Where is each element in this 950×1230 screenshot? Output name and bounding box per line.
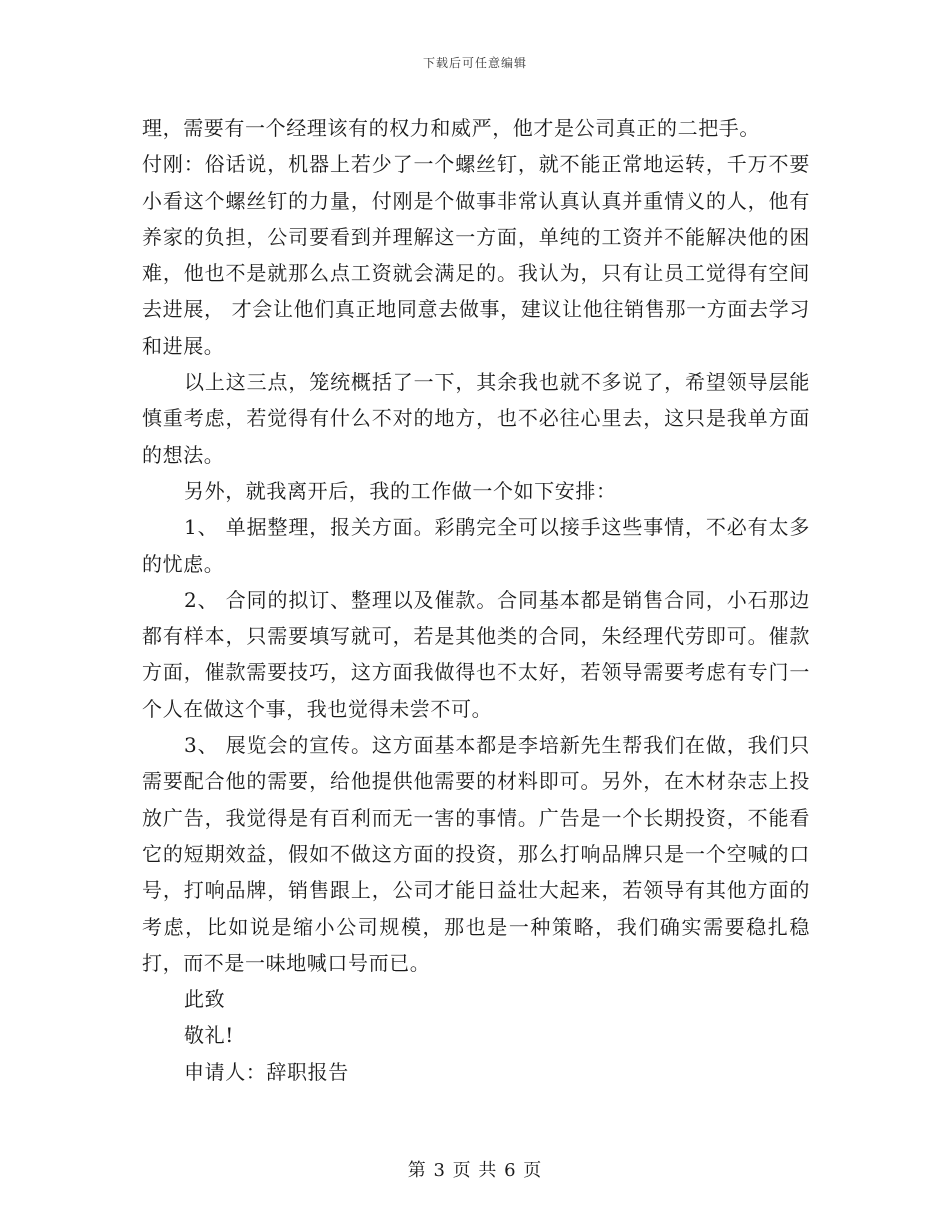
page-number: 第 3 页 共 6 页 (407, 1160, 543, 1181)
list-item-paragraph: 3、 展览会的宣传。这方面基本都是李培新先生帮我们在做，我们只需要配合他的需要，给他提供他需要的材料即可。另外，在木材杂志上投放广告，我觉得是有百利而无一害的事情。广告是一个长期投资，不能看它的短期效益，假如不做这方面的投资，那么打响品牌只是一个空喊的口号，打响品牌，销售跟上，公司才能日益壮大起来，若领导有其他方面的考虑，比如说是缩小公司规模，那也是一种策略，我们确实需要稳扎稳打，而不是一味地喊口号而已。 (142, 733, 810, 975)
paragraph: 理，需要有一个经理该有的权力和威严，他才是公司真正的二把手。 (142, 116, 760, 140)
paragraph: 以上这三点，笼统概括了一下，其余我也就不多说了，希望领导层能慎重考虑，若觉得有什么不对的地方，也不必往心里去，这只是我单方面的想法。 (142, 370, 810, 467)
applicant-line: 申请人：辞职报告 (184, 1059, 349, 1084)
list-item-paragraph: 2、 合同的拟订、整理以及催款。合同基本都是销售合同，小石那边都有样本，只需要填写就可，若是其他类的合同，朱经理代劳即可。催款方面，催款需要技巧，这方面我做得也不太好，若领导需要考虑有专门一个人在做这个事，我也觉得未尝不可。 (142, 587, 810, 721)
document-body (142, 110, 810, 1090)
paragraph: 付刚：俗话说，机器上若少了一个螺丝钉，就不能正常地运转，千万不要小看这个螺丝钉的力量，付刚是个做事非常认真认真并重情义的人，他有养家的负担，公司要看到并理解这一方面，单纯的工资并不能解决他的困难，他也不是就那么点工资就会满足的。我认为，只有让员工觉得有空间去进展， 才会让他们真正地同意去做事，建议让他往销售那一方面去学习和进展。 (142, 152, 810, 358)
closing-regards: 敬礼! (184, 1023, 234, 1048)
page-header: 下载后可任意编辑 (422, 56, 527, 70)
list-item-paragraph: 1、 单据整理，报关方面。彩鹃完全可以接手这些事情，不必有太多的忧虑。 (142, 515, 810, 576)
paragraph: 另外，就我离开后，我的工作做一个如下安排： (184, 478, 617, 503)
closing-salutation: 此致 (184, 987, 226, 1012)
